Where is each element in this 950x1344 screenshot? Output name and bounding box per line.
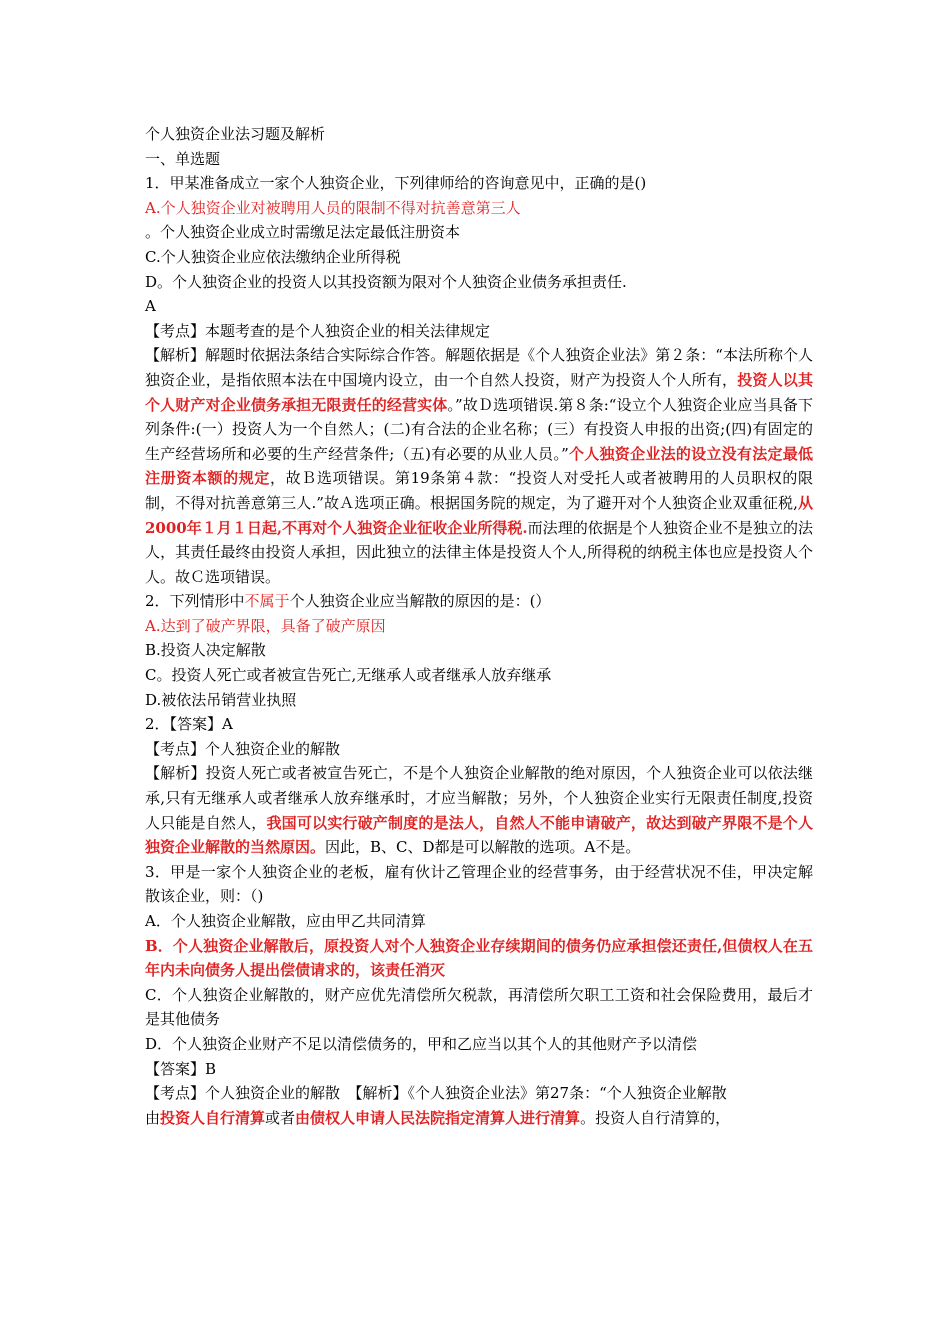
q2-analysis-highlight-1: 我国可以实行破产制度的是法人，自然人不能申请破产，故达到破产界限不是个人独资企业解散的当然原因。 [145,813,813,857]
document-page [145,122,813,1130]
q1-analysis-text-3: ，故Ｂ选项错误。第19条第４款：“投资人对受托人或者被聘用的人员职权的限制，不得对抗善意第三人.”故Ａ选项正确。根据国务院的规定，为了避开对个人独资企业双重征税, [145,469,813,512]
q3-option-b: B．个人独资企业解散后，原投资人对个人独资企业存续期间的债务仍应承担偿还责任,但债权人在五年内未向债务人提出偿债请求的，该责任消灭 [145,936,813,980]
q2-option-c: C。投资人死亡或者被宣告死亡,无继承人或者继承人放弃继承 [145,666,552,685]
q1-analysis-text-1: 【解析】解题时依据法条结合实际综合作答。解题依据是《个人独资企业法》第２条：“本法所称个人独资企业，是指依照本法在中国境内设立，由一个自然人投资，财产为投资人个人所有， [145,346,813,389]
q1-option-d: D。个人独资企业的投资人以其投资额为限对个人独资企业债务承担责任. [145,272,627,291]
q2-option-a: A.达到了破产界限，具备了破产原因 [145,616,386,635]
q2-option-b: B.投资人决定解散 [145,641,266,660]
q3-line-text-3: 。投资人自行清算的， [580,1108,731,1127]
document-title: 个人独资企业法习题及解析 [145,125,326,143]
q3-line-highlight-1: 投资人自行清算 [160,1108,266,1127]
q2-analysis-text-2: 因此，B、C、D都是可以解散的选项。A不是。 [325,838,641,857]
q2-option-d: D.被依法吊销营业执照 [145,690,297,709]
q3-option-a: A．个人独资企业解散，应由甲乙共同清算 [145,912,426,930]
q1-analysis-highlight-3: 从2000年１月１日起,不再对个人独资企业征收企业所得税. [145,493,813,537]
q3-line-highlight-2: 由债权人申请人民法院指定清算人进行清算 [295,1108,581,1127]
q3-stem: 3．甲是一家个人独资企业的老板，雇有伙计乙管理企业的经营事务，由于经营状况不佳，甲决定解散该企业，则：（) [145,862,813,906]
q1-point: 【考点】本题考查的是个人独资企业的相关法律规定 [145,321,491,340]
q3-line-text-1: 由 [145,1108,161,1127]
q1-stem: 1．甲某准备成立一家个人独资企业，下列律师给的咨询意见中，正确的是() [145,174,647,193]
q3-point: 【考点】个人独资企业的解散 【解析】《个人独资企业法》第27条：“个人独资企业解散 [145,1084,727,1103]
q1-analysis-highlight-1: 投资人以其个人财产对企业债务承担无限责任的经营实体 [145,370,813,414]
q1-analysis-text-4: 而法理的依据是个人独资企业不是独立的法人，其责任最终由投资人承担，因此独立的法律主体是投资人个人,所得税的纳税主体也应是投资人个人。故Ｃ选项错误。 [145,518,813,586]
q2-stem-pre: 2．下列情形中 [145,592,245,611]
q1-option-c: C.个人独资企业应依法缴纳企业所得税 [145,247,401,266]
q3-answer: 【答案】B [145,1059,217,1078]
q3-option-d: D．个人独资企业财产不足以清偿债务的，甲和乙应当以其个人的其他财产予以清偿 [145,1034,698,1053]
q2-analysis [145,761,813,859]
q3-line-text-2: 或者 [265,1108,296,1127]
q3-option-c: C．个人独资企业解散的，财产应优先清偿所欠税款，再清偿所欠职工工资和社会保险费用，最后才是其他债务 [145,985,813,1029]
q1-analysis [145,343,813,589]
q1-option-a: A.个人独资企业对被聘用人员的限制不得对抗善意第三人 [145,198,521,217]
q1-option-b: 。个人独资企业成立时需缴足法定最低注册资本 [145,223,461,242]
q2-stem-post: 个人独资企业应当解散的原因的是：(） [289,592,551,611]
q2-answer: 2．【答案】A [145,715,233,734]
q2-stem-highlight: 不属于 [244,592,290,611]
q1-analysis-highlight-2: 个人独资企业法的设立没有法定最低注册资本额的规定 [145,444,813,488]
q2-stem [145,589,813,614]
q1-answer: A [145,297,156,316]
q3-analysis-line [145,1106,813,1131]
section-heading: 一、单选题 [145,149,221,168]
q1-analysis-text-2: 。”故Ｄ选项错误.第８条:“设立个人独资企业应当具备下列条件:(一）投资人为一个自然人；(二)有合法的企业名称；(三）有投资人申报的出资;(四)有固定的生产经营场所和必要的生产经营条件;（五)有必要的从业人员。” [145,395,813,463]
q2-point: 【考点】个人独资企业的解散 [145,739,341,758]
q2-analysis-text-1: 【解析】投资人死亡或者被宣告死亡，不是个人独资企业解散的绝对原因，个人独资企业可以依法继承,只有无继承人或者继承人放弃继承时，才应当解散；另外，个人独资企业实行无限责任制度,投资人只能是自然人， [145,764,813,832]
